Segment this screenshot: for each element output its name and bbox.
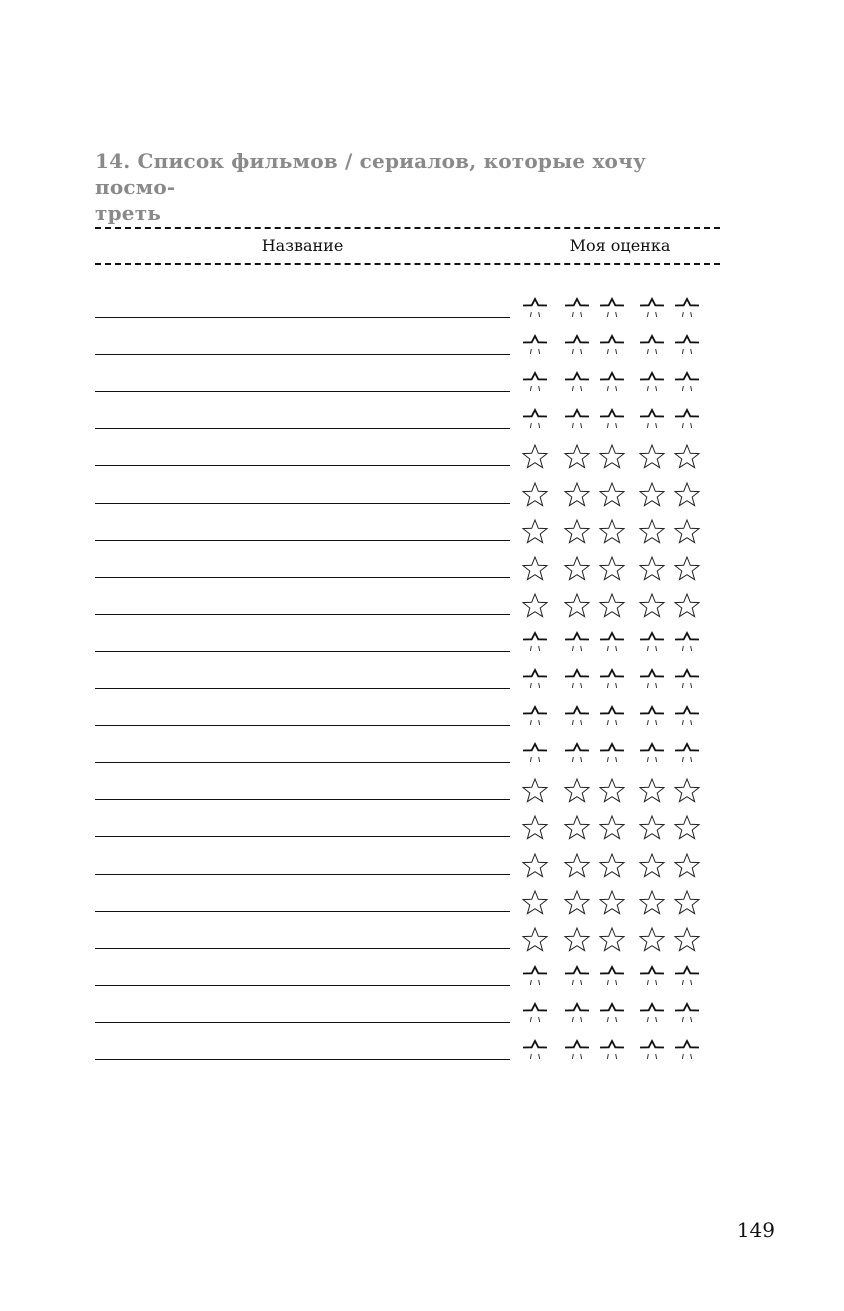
rating-stars	[521, 406, 701, 434]
rating-stars	[521, 926, 701, 954]
star-outline-icon[interactable]	[521, 406, 549, 434]
star-outline-icon[interactable]	[563, 777, 591, 805]
table-row	[0, 510, 844, 547]
title-blank-line[interactable]	[95, 948, 510, 949]
table-row	[0, 287, 844, 324]
rating-stars	[521, 740, 701, 768]
title-blank-line[interactable]	[95, 1059, 510, 1060]
star-outline-icon[interactable]	[673, 1037, 701, 1065]
title-blank-line[interactable]	[95, 428, 510, 429]
star-outline-icon[interactable]	[521, 443, 549, 471]
star-outline-icon[interactable]	[521, 518, 549, 546]
table-row	[0, 324, 844, 361]
star-outline-icon[interactable]	[563, 406, 591, 434]
star-outline-icon[interactable]	[563, 629, 591, 657]
rating-stars	[521, 777, 701, 805]
rating-stars	[521, 555, 701, 583]
star-outline-icon[interactable]	[673, 295, 701, 323]
rating-stars	[521, 814, 701, 842]
star-outline-icon[interactable]	[521, 295, 549, 323]
star-outline-icon[interactable]	[598, 1037, 626, 1065]
table-row	[0, 955, 844, 992]
rating-stars	[521, 629, 701, 657]
table-row	[0, 992, 844, 1029]
rating-stars	[521, 295, 701, 323]
star-outline-icon[interactable]	[598, 443, 626, 471]
table-row	[0, 806, 844, 843]
star-outline-icon[interactable]	[598, 369, 626, 397]
star-outline-icon[interactable]	[521, 369, 549, 397]
table-row	[0, 398, 844, 435]
star-outline-icon[interactable]	[521, 777, 549, 805]
title-blank-line[interactable]	[95, 577, 510, 578]
star-outline-icon[interactable]	[521, 666, 549, 694]
star-outline-icon[interactable]	[673, 592, 701, 620]
star-outline-icon[interactable]	[638, 740, 666, 768]
star-outline-icon[interactable]	[598, 889, 626, 917]
title-blank-line[interactable]	[95, 799, 510, 800]
star-outline-icon[interactable]	[638, 777, 666, 805]
star-outline-icon[interactable]	[638, 629, 666, 657]
title-blank-line[interactable]	[95, 317, 510, 318]
table-row	[0, 1029, 844, 1066]
star-outline-icon[interactable]	[638, 963, 666, 991]
title-blank-line[interactable]	[95, 911, 510, 912]
star-outline-icon[interactable]	[598, 1000, 626, 1028]
star-outline-icon[interactable]	[563, 332, 591, 360]
star-outline-icon[interactable]	[563, 1037, 591, 1065]
page-number: 149	[736, 1218, 775, 1242]
star-outline-icon[interactable]	[673, 740, 701, 768]
rating-stars	[521, 889, 701, 917]
star-outline-icon[interactable]	[521, 889, 549, 917]
table-row	[0, 584, 844, 621]
title-blank-line[interactable]	[95, 540, 510, 541]
star-outline-icon[interactable]	[598, 295, 626, 323]
star-outline-icon[interactable]	[673, 703, 701, 731]
title-blank-line[interactable]	[95, 874, 510, 875]
star-outline-icon[interactable]	[521, 703, 549, 731]
table-row	[0, 732, 844, 769]
star-outline-icon[interactable]	[598, 666, 626, 694]
title-blank-line[interactable]	[95, 651, 510, 652]
star-outline-icon[interactable]	[521, 1037, 549, 1065]
star-outline-icon[interactable]	[521, 481, 549, 509]
star-outline-icon[interactable]	[563, 814, 591, 842]
table-row	[0, 881, 844, 918]
star-outline-icon[interactable]	[598, 629, 626, 657]
star-outline-icon[interactable]	[638, 852, 666, 880]
star-outline-icon[interactable]	[638, 1000, 666, 1028]
table-row	[0, 918, 844, 955]
star-outline-icon[interactable]	[598, 926, 626, 954]
rating-stars	[521, 1000, 701, 1028]
star-outline-icon[interactable]	[638, 443, 666, 471]
star-outline-icon[interactable]	[521, 592, 549, 620]
table-row	[0, 658, 844, 695]
page-title: 14. Список фильмов / сериалов, которые хочу посмо- треть	[95, 149, 646, 225]
title-blank-line[interactable]	[95, 354, 510, 355]
star-outline-icon[interactable]	[638, 814, 666, 842]
star-outline-icon[interactable]	[638, 889, 666, 917]
star-outline-icon[interactable]	[521, 926, 549, 954]
star-outline-icon[interactable]	[598, 740, 626, 768]
star-outline-icon[interactable]	[563, 481, 591, 509]
star-outline-icon[interactable]	[638, 406, 666, 434]
star-outline-icon[interactable]	[673, 814, 701, 842]
star-outline-icon[interactable]	[598, 592, 626, 620]
star-outline-icon[interactable]	[638, 295, 666, 323]
star-outline-icon[interactable]	[673, 777, 701, 805]
star-outline-icon[interactable]	[521, 629, 549, 657]
star-outline-icon[interactable]	[598, 703, 626, 731]
rating-stars	[521, 963, 701, 991]
rating-stars	[521, 666, 701, 694]
star-outline-icon[interactable]	[563, 703, 591, 731]
title-blank-line[interactable]	[95, 391, 510, 392]
star-outline-icon[interactable]	[638, 369, 666, 397]
star-outline-icon[interactable]	[638, 592, 666, 620]
rating-stars	[521, 592, 701, 620]
star-outline-icon[interactable]	[673, 629, 701, 657]
star-outline-icon[interactable]	[598, 518, 626, 546]
star-outline-icon[interactable]	[638, 703, 666, 731]
star-outline-icon[interactable]	[638, 666, 666, 694]
star-outline-icon[interactable]	[673, 666, 701, 694]
star-outline-icon[interactable]	[673, 443, 701, 471]
table-row	[0, 473, 844, 510]
column-header-name: Название	[261, 236, 344, 255]
star-outline-icon[interactable]	[563, 443, 591, 471]
rating-stars	[521, 703, 701, 731]
star-outline-icon[interactable]	[638, 518, 666, 546]
star-outline-icon[interactable]	[521, 740, 549, 768]
title-blank-line[interactable]	[95, 762, 510, 763]
star-outline-icon[interactable]	[673, 332, 701, 360]
star-outline-icon[interactable]	[563, 369, 591, 397]
title-blank-line[interactable]	[95, 688, 510, 689]
rating-stars	[521, 518, 701, 546]
rating-stars	[521, 332, 701, 360]
star-outline-icon[interactable]	[673, 406, 701, 434]
table-row	[0, 547, 844, 584]
star-outline-icon[interactable]	[598, 852, 626, 880]
star-outline-icon[interactable]	[521, 1000, 549, 1028]
star-outline-icon[interactable]	[521, 963, 549, 991]
star-outline-icon[interactable]	[563, 740, 591, 768]
rating-stars	[521, 369, 701, 397]
title-blank-line[interactable]	[95, 985, 510, 986]
star-outline-icon[interactable]	[563, 295, 591, 323]
star-outline-icon[interactable]	[521, 332, 549, 360]
star-outline-icon[interactable]	[673, 852, 701, 880]
star-outline-icon[interactable]	[673, 926, 701, 954]
title-blank-line[interactable]	[95, 725, 510, 726]
star-outline-icon[interactable]	[673, 963, 701, 991]
table-row	[0, 435, 844, 472]
star-outline-icon[interactable]	[638, 1037, 666, 1065]
title-blank-line[interactable]	[95, 836, 510, 837]
rating-stars	[521, 443, 701, 471]
title-blank-line[interactable]	[95, 503, 510, 504]
table-row	[0, 621, 844, 658]
star-outline-icon[interactable]	[563, 963, 591, 991]
star-outline-icon[interactable]	[673, 1000, 701, 1028]
star-outline-icon[interactable]	[598, 481, 626, 509]
table-row	[0, 695, 844, 732]
star-outline-icon[interactable]	[563, 666, 591, 694]
title-blank-line[interactable]	[95, 614, 510, 615]
star-outline-icon[interactable]	[638, 926, 666, 954]
star-outline-icon[interactable]	[638, 555, 666, 583]
title-blank-line[interactable]	[95, 1022, 510, 1023]
star-outline-icon[interactable]	[598, 406, 626, 434]
star-outline-icon[interactable]	[521, 814, 549, 842]
star-outline-icon[interactable]	[563, 889, 591, 917]
star-outline-icon[interactable]	[598, 555, 626, 583]
star-outline-icon[interactable]	[521, 555, 549, 583]
star-outline-icon[interactable]	[563, 926, 591, 954]
star-outline-icon[interactable]	[563, 592, 591, 620]
star-outline-icon[interactable]	[598, 777, 626, 805]
star-outline-icon[interactable]	[598, 332, 626, 360]
table-row	[0, 361, 844, 398]
rating-stars	[521, 1037, 701, 1065]
table-row	[0, 844, 844, 881]
star-outline-icon[interactable]	[563, 555, 591, 583]
star-outline-icon[interactable]	[673, 555, 701, 583]
star-outline-icon[interactable]	[521, 852, 549, 880]
table-row	[0, 769, 844, 806]
star-outline-icon[interactable]	[673, 369, 701, 397]
column-header-rating: Моя оценка	[569, 236, 671, 255]
rating-stars	[521, 852, 701, 880]
star-outline-icon[interactable]	[638, 481, 666, 509]
title-blank-line[interactable]	[95, 465, 510, 466]
star-outline-icon[interactable]	[638, 332, 666, 360]
star-outline-icon[interactable]	[563, 1000, 591, 1028]
star-outline-icon[interactable]	[673, 481, 701, 509]
star-outline-icon[interactable]	[598, 963, 626, 991]
star-outline-icon[interactable]	[563, 518, 591, 546]
star-outline-icon[interactable]	[563, 852, 591, 880]
rating-stars	[521, 481, 701, 509]
star-outline-icon[interactable]	[598, 814, 626, 842]
star-outline-icon[interactable]	[673, 518, 701, 546]
star-outline-icon[interactable]	[673, 889, 701, 917]
